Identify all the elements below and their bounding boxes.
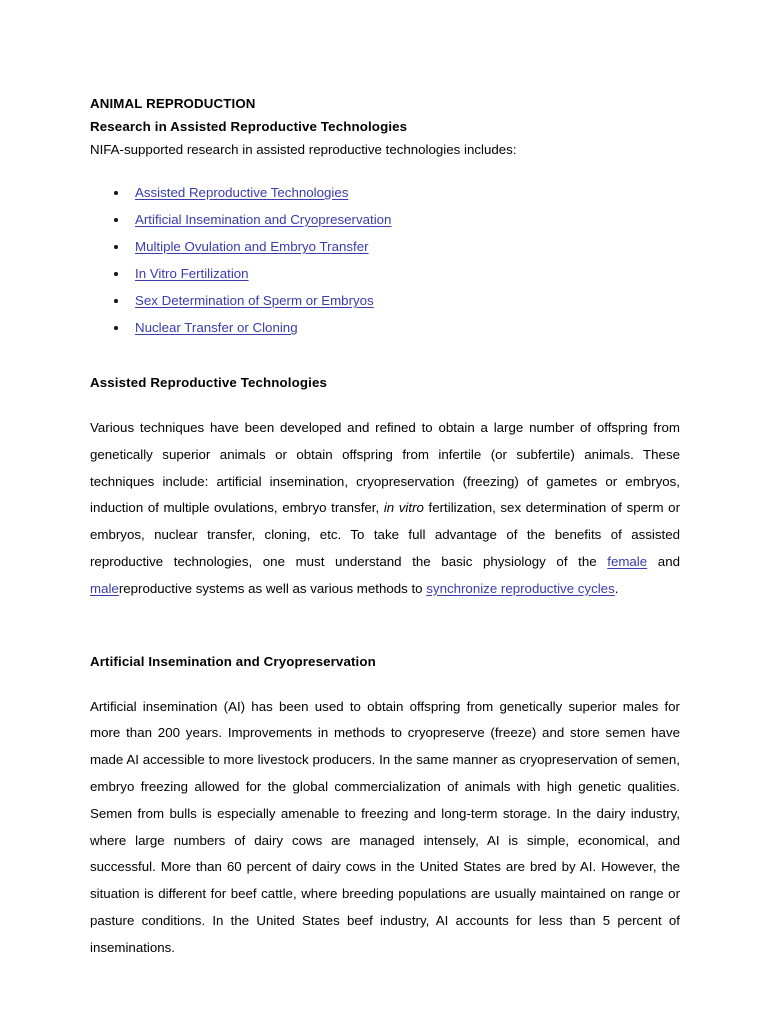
- document-content: [90, 92, 680, 962]
- link-nuclear-transfer-or-cloning[interactable]: Nuclear Transfer or Cloning: [135, 320, 298, 335]
- heading-assisted-reproductive-technologies: Assisted Reproductive Technologies: [90, 375, 328, 390]
- link-in-vitro-fertilization[interactable]: In Vitro Fertilization: [135, 266, 249, 281]
- paragraph-artificial-insemination-and-cryopreservation: Artificial insemination (AI) has been used to obtain offspring from genetically superior males for more than 200 years. Improvements in methods to cryopreserve (freeze) and store semen have made AI accessible to more livestock producers. In the same manner as cryopreservation of semen, embryo freezing allowed for the global commercialization of animals with high genetic qualities. Semen from bulls is especially amenable to freezing and long-term storage. In the dairy industry, where large numbers of dairy cows are managed intensely, AI is simple, economical, and successful. More than 60 percent of dairy cows in the United States are bred by AI. However, the situation is different for beef cattle, where breeding populations are usually maintained on range or pasture conditions. In the United States beef industry, AI accounts for less than 5 percent of inseminations.: [90, 698, 680, 955]
- link-artificial-insemination-and-cryopreservation[interactable]: Artificial Insemination and Cryopreservation: [135, 212, 392, 227]
- heading-artificial-insemination-and-cryopreservation: Artificial Insemination and Cryopreservation: [90, 653, 376, 669]
- paragraph-text-part: reproductive systems as well as various methods to: [118, 580, 427, 596]
- paragraph-text-part: fertilization, sex determination of sperm or embryos, nuclear transfer, cloning, etc. To take full advantage of the benefits of assisted reproductive technologies, one must understand the basic physiology of the: [90, 500, 680, 569]
- research-topic-link-list: [90, 179, 680, 341]
- list-item: [90, 233, 680, 260]
- link-sex-determination-of-sperm-or-embryos[interactable]: Sex Determination of Sperm or Embryos: [135, 293, 374, 308]
- link-male[interactable]: male: [90, 580, 119, 596]
- spacer: [90, 394, 680, 415]
- intro-text: NIFA-supported research in assisted reproductive technologies includes:: [90, 142, 517, 157]
- document-subtitle: Research in Assisted Reproductive Technologies: [90, 119, 408, 134]
- spacer: [90, 603, 680, 650]
- spacer: [90, 341, 680, 371]
- paragraph-text-part: .: [614, 580, 619, 596]
- link-multiple-ovulation-and-embryo-transfer[interactable]: Multiple Ovulation and Embryo Transfer: [135, 239, 369, 254]
- link-female[interactable]: female: [607, 553, 648, 569]
- link-synchronize-reproductive-cycles[interactable]: synchronize reproductive cycles: [426, 580, 615, 596]
- page-title: ANIMAL REPRODUCTION: [90, 96, 256, 111]
- link-assisted-reproductive-technologies[interactable]: Assisted Reproductive Technologies: [135, 185, 349, 200]
- spacer: [90, 673, 680, 694]
- list-item: [90, 206, 680, 233]
- paragraph-text-part: and: [647, 553, 680, 569]
- list-item: [90, 179, 680, 206]
- list-item: [90, 260, 680, 287]
- paragraph-assisted-reproductive-technologies: [90, 415, 680, 603]
- paragraph-text-part: Various techniques have been developed and refined to obtain a large number of offspring from genetically superior animals or obtain offspring from infertile (or subfertile) animals. These techniques include: artificial insemination, cryopreservation (freezing) of gametes or embryos, induction of multiple ovulations, embryo transfer,: [90, 420, 680, 516]
- list-item: [90, 287, 680, 314]
- italic-term-in-vitro: in vitro: [383, 500, 424, 516]
- list-item: [90, 314, 680, 341]
